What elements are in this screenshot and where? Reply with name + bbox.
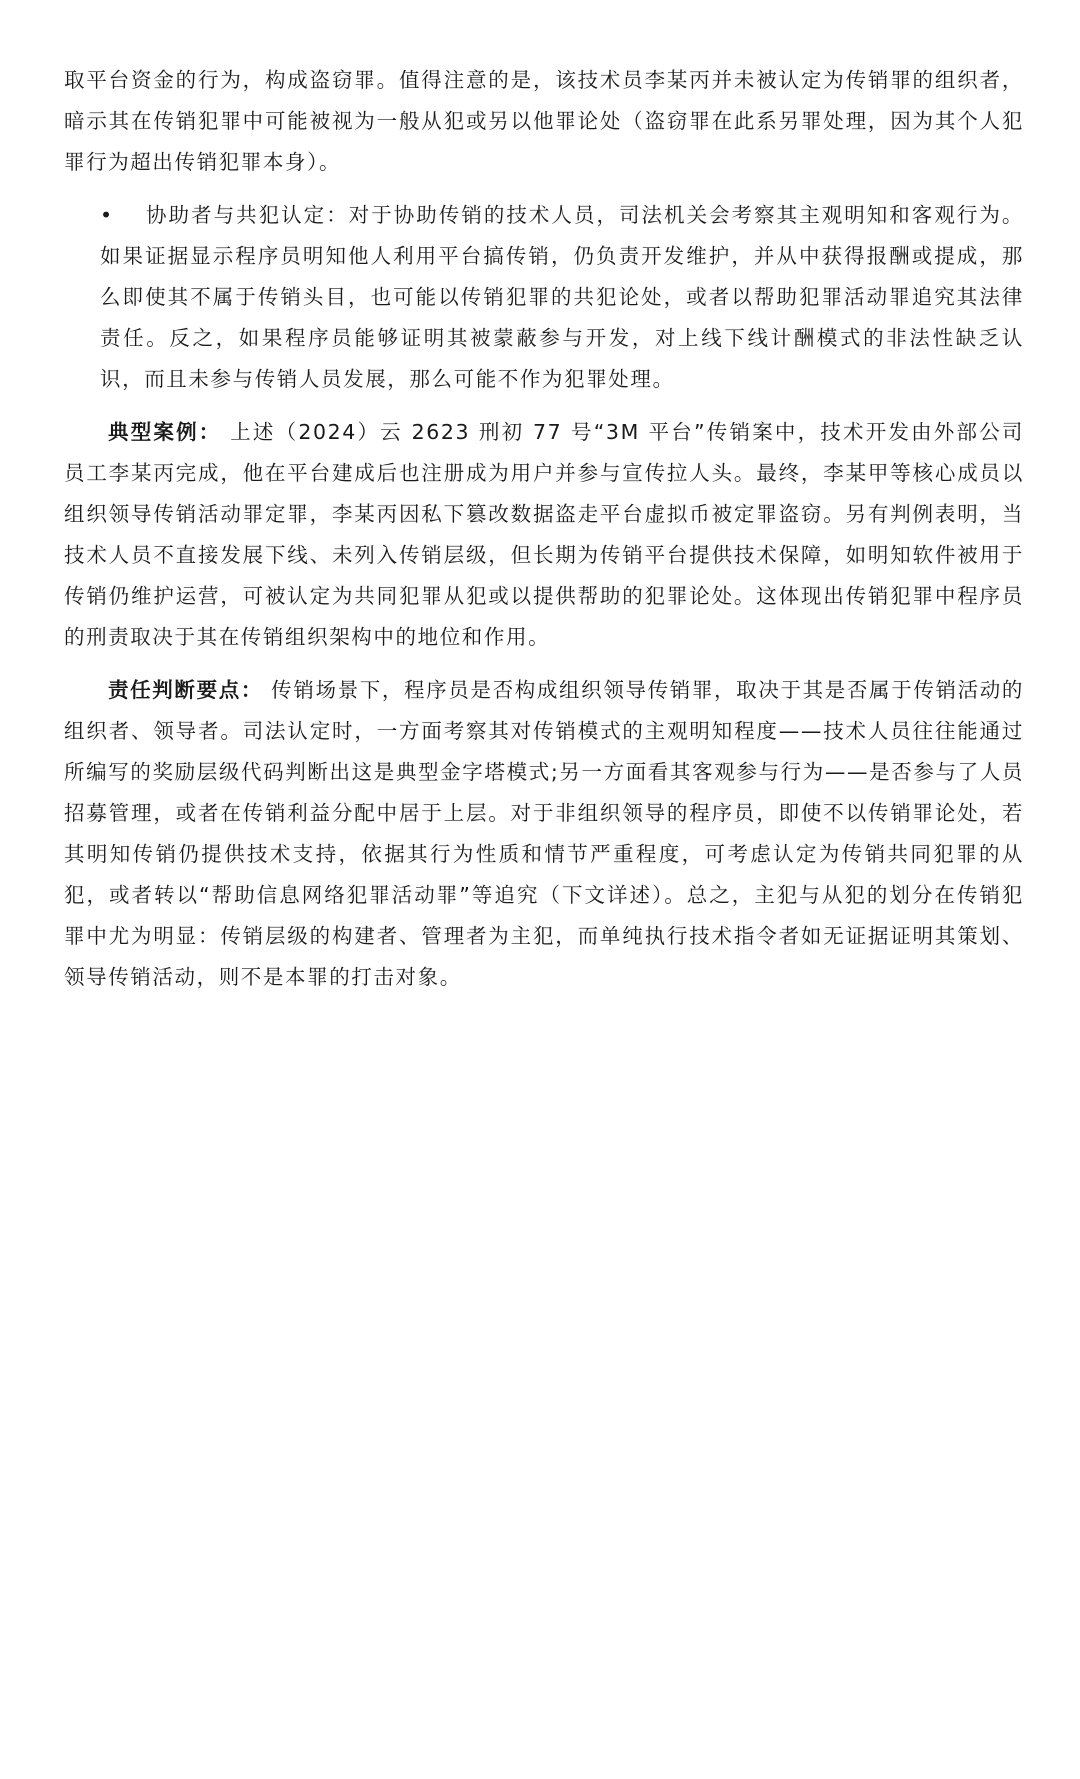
liability-points-text: 传销场景下，程序员是否构成组织领导传销罪，取决于其是否属于传销活动的组织者、领导者。司法认定时，一方面考察其对传销模式的主观明知程度——技术人员往往能通过所编写的奖励层级代码判断出这是典型金字塔模式;另一方面看其客观参与行为——是否参与了人员招募管理，或者在传销利益分配中居于上层。对于非组织领导的程序员，即使不以传销罪论处，若其明知传销仍提供技术支持，依据其行为性质和情节严重程度，可考虑认定为传销共同犯罪的从犯，或者转以“帮助信息网络犯罪活动罪”等追究（下文详述）。总之，主犯与从犯的划分在传销犯罪中尤为明显：传销层级的构建者、管理者为主犯，而单纯执行技术指令者如无证据证明其策划、领导传销活动，则不是本罪的打击对象。 [64, 678, 1025, 989]
paragraph-liability-points [64, 670, 1024, 998]
bullet-text-accomplice: 协助者与共犯认定：对于协助传销的技术人员，司法机关会考察其主观明知和客观行为。如果证据显示程序员明知他人利用平台搞传销，仍负责开发维护，并从中获得报酬或提成，那么即使其不属于传销头目，也可能以传销犯罪的共犯论处，或者以帮助犯罪活动罪追究其法律责任。反之，如果程序员能够证明其被蒙蔽参与开发，对上线下线计酬模式的非法性缺乏认识，而且未参与传销人员发展，那么可能不作为犯罪处理。 [100, 203, 1024, 391]
typical-case-heading: 典型案例： [108, 420, 222, 444]
bullet-item-accomplice [64, 195, 1024, 400]
bullet-dot-icon: • [100, 203, 113, 227]
paragraph-theft-note: 取平台资金的行为，构成盗窃罪。值得注意的是，该技术员李某丙并未被认定为传销罪的组织者，暗示其在传销犯罪中可能被视为一般从犯或另以他罪论处（盗窃罪在此系另罪处理，因为其个人犯罪行为超出传销犯罪本身）。 [64, 68, 1024, 174]
document-body [64, 60, 1024, 1010]
liability-points-heading: 责任判断要点： [108, 678, 264, 702]
typical-case-text: 上述（2024）云 2623 刑初 77 号“3M 平台”传销案中，技术开发由外部公司员工李某丙完成，他在平台建成后也注册成为用户并参与宣传拉人头。最终，李某甲等核心成员以组织领导传销活动罪定罪，李某丙因私下篡改数据盗走平台虚拟币被定罪盗窃。另有判例表明，当技术人员不直接发展下线、未列入传销层级，但长期为传销平台提供技术保障，如明知软件被用于传销仍维护运营，可被认定为共同犯罪从犯或以提供帮助的犯罪论处。这体现出传销犯罪中程序员的刑责取决于其在传销组织架构中的地位和作用。 [64, 420, 1024, 649]
paragraph-typical-case [64, 412, 1024, 658]
